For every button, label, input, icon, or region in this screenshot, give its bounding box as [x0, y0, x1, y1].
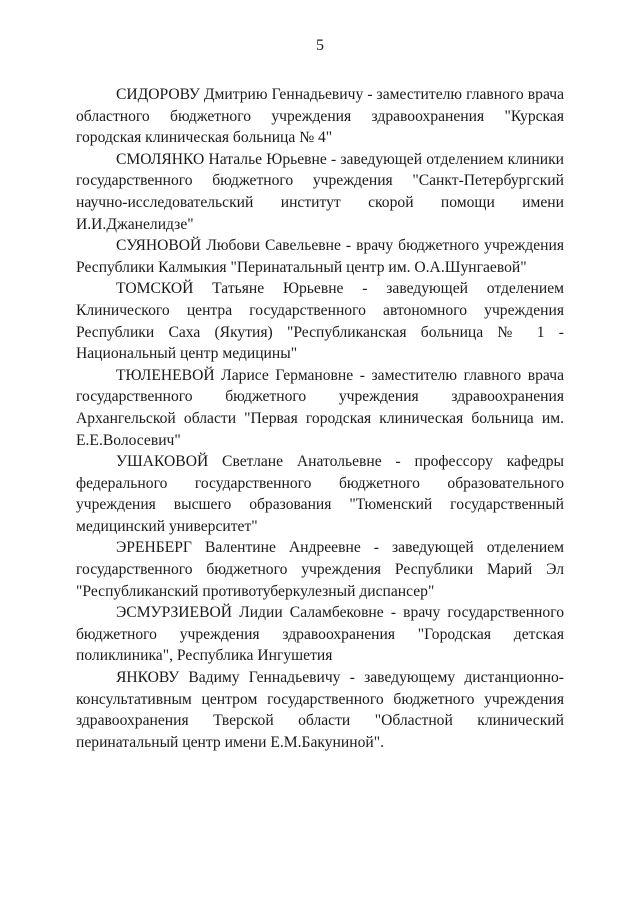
list-item: ТОМСКОЙ Татьяне Юрьевне - заведующей отделением Клинического центра государственного автономного учреждения Республики Саха (Якутия) "Республиканская больница № 1 - Национальный центр медицины"	[76, 280, 564, 363]
list-item: СИДОРОВУ Дмитрию Геннадьевичу - заместителю главного врача областного бюджетного учреждения здравоохранения "Курская городская клиническая больница № 4"	[76, 86, 564, 147]
list-item: УШАКОВОЙ Светлане Анатольевне - профессору кафедры федерального государственного бюджетного образовательного учреждения высшего образования "Тюменский государственный медицинский университет"	[76, 453, 564, 535]
page-number: 5	[316, 37, 324, 54]
list-item: ЭСМУРЗИЕВОЙ Лидии Саламбековне - врачу государственного бюджетного учреждения здравоохранения "Городская детская поликлиника", Республика Ингушетия	[76, 604, 564, 665]
list-item: ТЮЛЕНЕВОЙ Ларисе Германовне - заместителю главного врача государственного бюджетного учреждения здравоохранения Архангельской области "Первая городская клиническая больница им. Е.Е.Волосевич"	[76, 366, 564, 449]
list-item: ЭРЕНБЕРГ Валентине Андреевне - заведующей отделением государственного бюджетного учреждения Республики Марий Эл "Республиканский противотуберкулезный диспансер"	[76, 539, 564, 600]
award-list	[76, 84, 564, 753]
list-item: СУЯНОВОЙ Любови Савельевне - врачу бюджетного учреждения Республики Калмыкия "Перинатальный центр им. О.А.Шунгаевой"	[76, 237, 564, 276]
list-item: СМОЛЯНКО Наталье Юрьевне - заведующей отделением клиники государственного бюджетного учреждения "Санкт-Петербургский научно-исследовательский институт скорой помощи имени И.И.Джанелидзе"	[76, 150, 564, 233]
list-item: ЯНКОВУ Вадиму Геннадьевичу - заведующему дистанционно-консультативным центром государственного бюджетного учреждения здравоохранения Тверской области "Областной клинический перинатальный центр имени Е.М.Бакуниной".	[76, 669, 564, 751]
